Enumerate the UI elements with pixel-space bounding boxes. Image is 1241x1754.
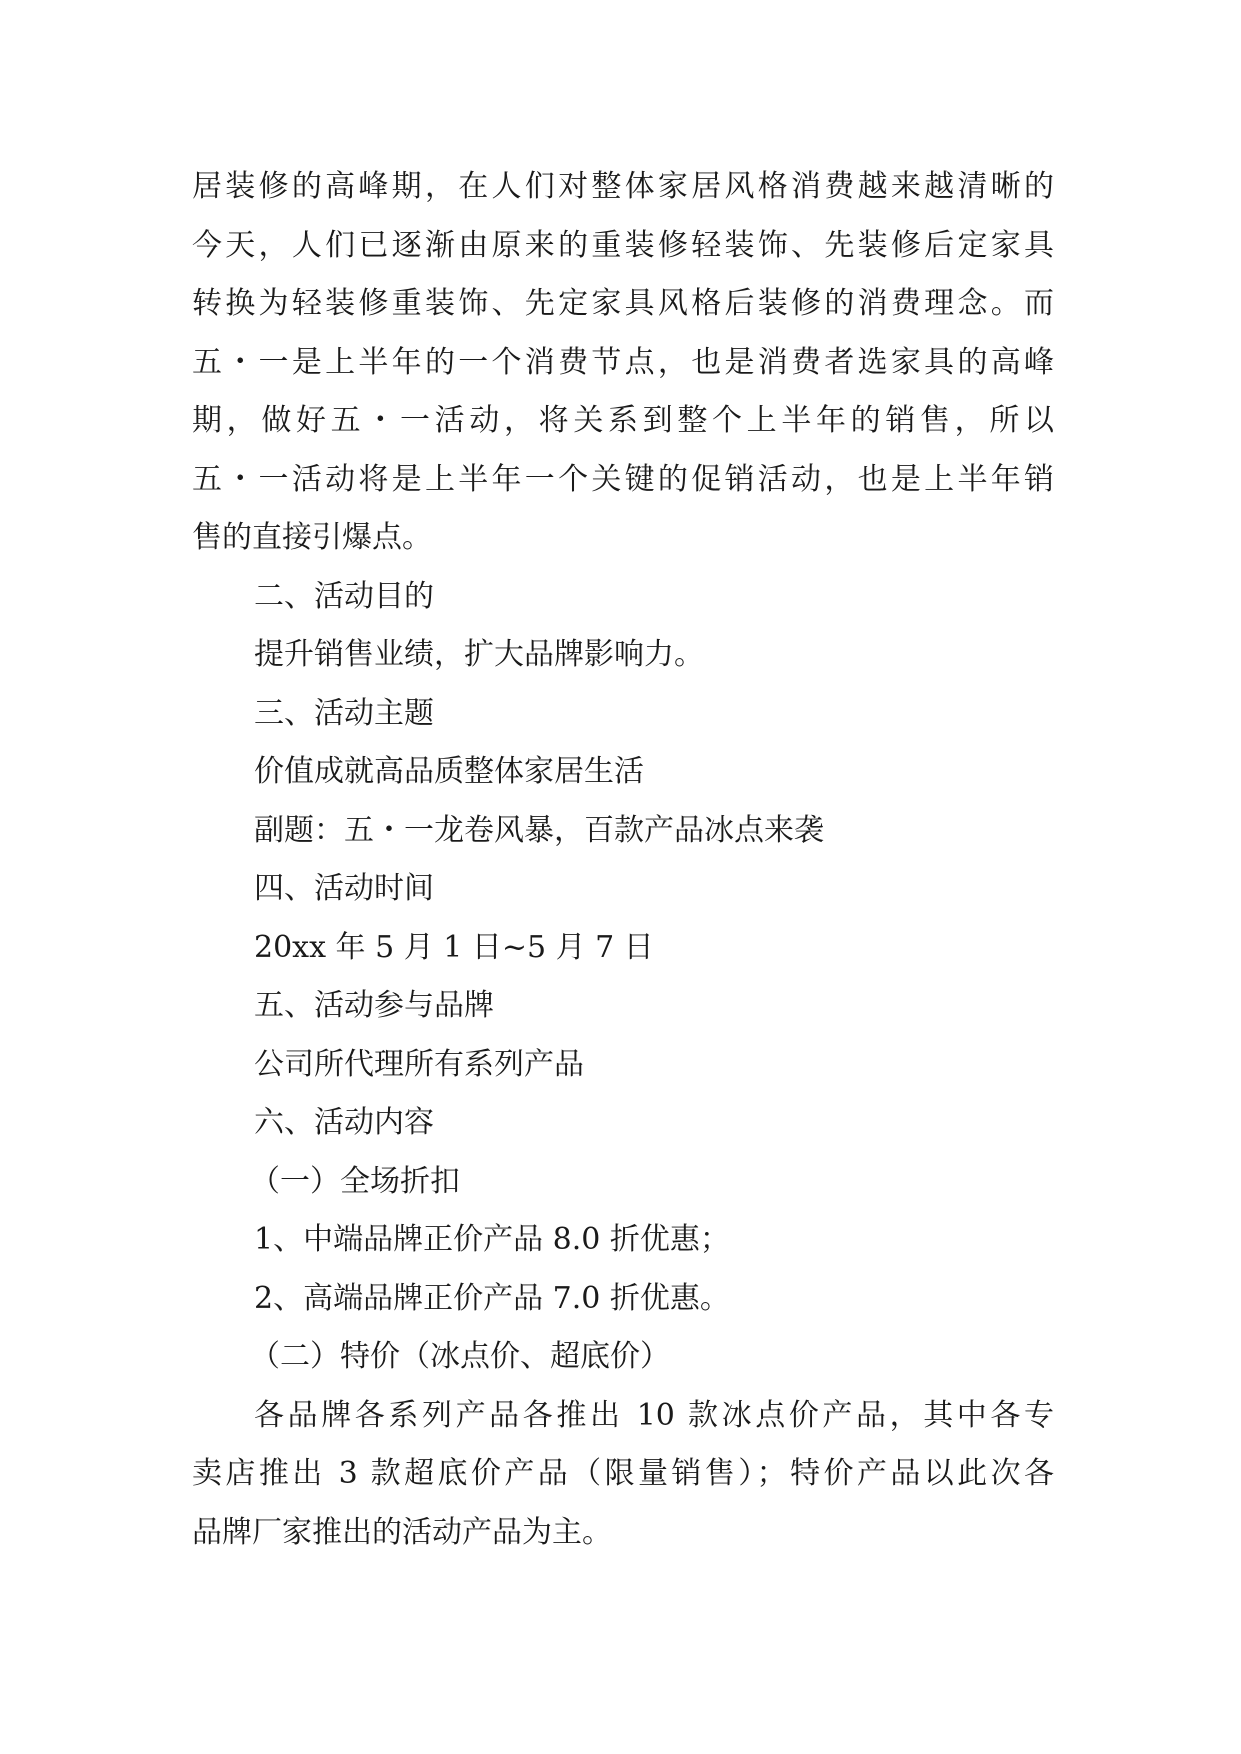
subsection-heading-discount: （一）全场折扣 <box>250 1163 460 1199</box>
paragraph-line: 各品牌各系列产品各推出 10 款冰点价产品，其中各专 <box>254 1397 1054 1433</box>
paragraph-line: 今天，人们已逐渐由原来的重装修轻装饰、先装修后定家具 <box>192 227 1054 263</box>
section-text-subtitle: 副题：五・一龙卷风暴，百款产品冰点来袭 <box>254 812 824 848</box>
section-text-objective: 提升销售业绩，扩大品牌影响力。 <box>254 637 704 672</box>
paragraph-line: 卖店推出 3 款超底价产品（限量销售）；特价产品以此次各 <box>192 1456 1054 1491</box>
document-body <box>192 158 1054 1562</box>
paragraph-line: 居装修的高峰期，在人们对整体家居风格消费越来越清晰的 <box>192 169 1054 204</box>
paragraph-line: 五・一是上半年的一个消费节点，也是消费者选家具的高峰 <box>192 344 1054 380</box>
list-item: 2、高端品牌正价产品 7.0 折优惠。 <box>254 1280 730 1316</box>
section-text-brands: 公司所代理所有系列产品 <box>254 1046 584 1082</box>
section-heading-brands: 五、活动参与品牌 <box>254 988 494 1023</box>
paragraph-line: 转换为轻装修重装饰、先定家具风格后装修的消费理念。而 <box>192 286 1054 321</box>
section-heading-time: 四、活动时间 <box>254 871 434 906</box>
section-heading-content: 六、活动内容 <box>254 1105 434 1140</box>
paragraph-line: 售的直接引爆点。 <box>192 520 432 555</box>
paragraph-line: 五・一活动将是上半年一个关键的促销活动，也是上半年销 <box>192 461 1054 497</box>
subsection-heading-special-price: （二）特价（冰点价、超底价） <box>250 1339 670 1374</box>
section-text-theme: 价值成就高品质整体家居生活 <box>254 754 644 789</box>
paragraph-line: 期，做好五・一活动，将关系到整个上半年的销售，所以 <box>192 403 1054 438</box>
section-heading-theme: 三、活动主题 <box>254 695 434 731</box>
section-heading-objective: 二、活动目的 <box>254 578 434 614</box>
list-item: 1、中端品牌正价产品 8.0 折优惠； <box>254 1222 730 1257</box>
paragraph-line: 品牌厂家推出的活动产品为主。 <box>192 1514 612 1550</box>
section-text-time: 20xx 年 5 月 1 日~5 月 7 日 <box>254 929 654 965</box>
